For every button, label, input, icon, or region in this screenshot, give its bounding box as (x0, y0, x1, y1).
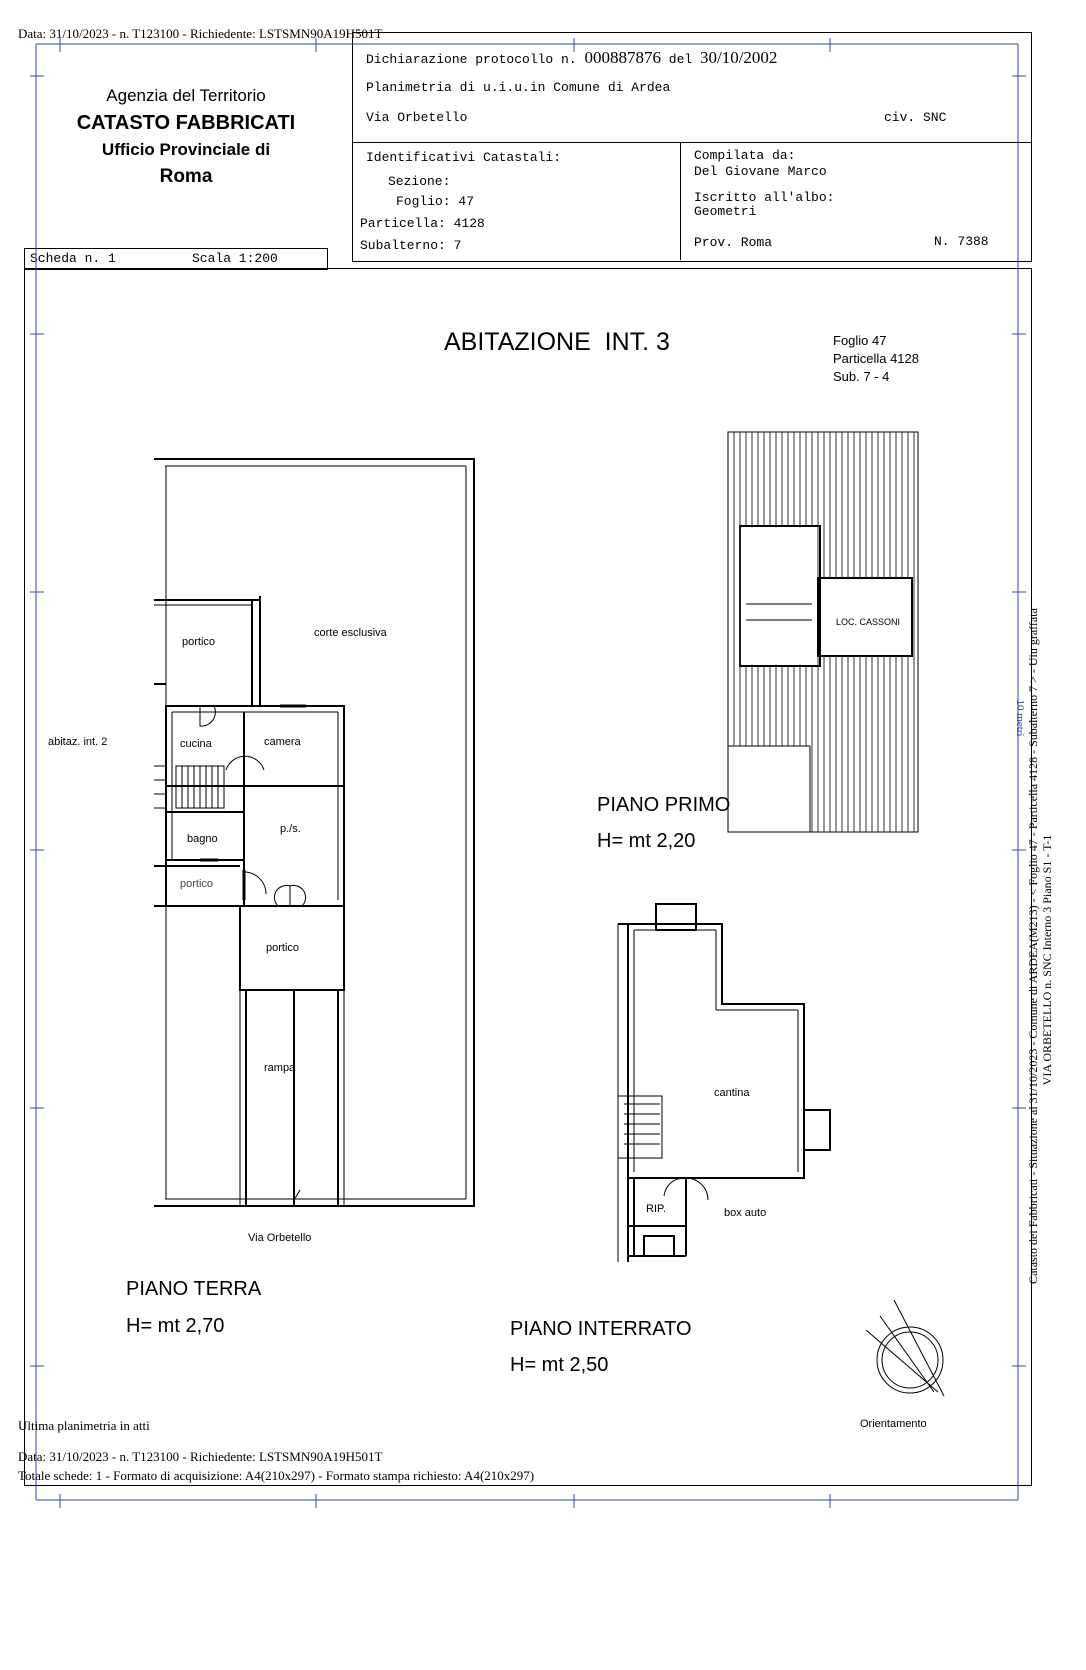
room-ps: p./s. (280, 823, 301, 835)
room-corte: corte esclusiva (314, 627, 387, 639)
planimetria-line: Planimetria di u.i.u.in Comune di Ardea (366, 80, 671, 95)
scheda-number: Scheda n. 1 (30, 251, 116, 266)
room-cantina: cantina (714, 1087, 750, 1099)
piano-interrato-label: PIANO INTERRATO (510, 1318, 692, 1340)
piano-terra-height: H= mt 2,70 (126, 1315, 225, 1337)
room-camera: camera (264, 736, 301, 748)
piano-primo-label: PIANO PRIMO (597, 794, 731, 816)
plan-foglio: Foglio 47 (833, 333, 887, 348)
piano-primo-height: H= mt 2,20 (597, 830, 696, 852)
room-cucina: cucina (180, 738, 212, 750)
compilata-label: Compilata da: (694, 148, 796, 163)
side-address-text: VIA ORBETELLO n. SNC Interno 3 Piano S1 - T-1 (1040, 834, 1054, 1086)
roof-hatch (734, 432, 914, 832)
ident-subalterno: Subalterno: 7 (360, 238, 462, 253)
iscritto-label: Iscritto all'albo: (694, 190, 835, 205)
room-box-auto: box auto (724, 1207, 767, 1219)
office-line3: Ufficio Provinciale di (101, 140, 271, 159)
plan-title: ABITAZIONE INT. 3 (444, 328, 670, 356)
room-bagno: bagno (187, 833, 218, 845)
interrato-doors (624, 1104, 708, 1200)
room-portico-3: portico (266, 942, 300, 954)
compilata-name: Del Giovane Marco (694, 164, 827, 179)
room-loc-cassoni: LOC. CASSONI (836, 617, 901, 627)
dichiarazione-label: Dichiarazione protocollo n. (366, 52, 577, 67)
room-rip: RIP. (646, 1203, 666, 1215)
ident-title: Identificativi Catastali: (366, 150, 562, 165)
street-via-orbetello: Via Orbetello (248, 1232, 312, 1244)
ident-foglio: Foglio: 47 (396, 194, 475, 209)
orientamento-label: Orientamento (860, 1418, 927, 1430)
del-label: del (668, 52, 693, 67)
piano-terra-label: PIANO TERRA (126, 1278, 262, 1300)
albo: Geometri (694, 204, 757, 219)
compass-rose-icon (866, 1300, 944, 1396)
protocollo-number: 000887876 (584, 48, 661, 67)
room-abitaz-int2: abitaz. int. 2 (48, 736, 108, 748)
room-portico-2: portico (180, 878, 214, 890)
via-line: Via Orbetello (366, 110, 468, 125)
footer-ultima: Ultima planimetria in atti (18, 1418, 150, 1433)
plan-particella: Particella 4128 (833, 351, 919, 366)
footer-totale: Totale schede: 1 - Formato di acquisizione: A4(210x297) - Formato stampa richiesto: A4(210x297) (18, 1468, 535, 1483)
footer-data: Data: 31/10/2023 - n. T123100 - Richiedente: LSTSMN90A19H501T (18, 1449, 383, 1464)
scala: Scala 1:200 (192, 251, 278, 266)
scale-bar-label: 10 metri (1014, 699, 1026, 737)
civ-line: civ. SNC (884, 110, 947, 125)
room-rampa: rampa (264, 1062, 296, 1074)
protocollo-date: 30/10/2002 (699, 48, 778, 67)
top-meta: Data: 31/10/2023 - n. T123100 - Richiedente: LSTSMN90A19H501T (18, 26, 383, 41)
room-portico-1: portico (182, 636, 216, 648)
office-line4: Roma (159, 166, 213, 187)
plan-sub: Sub. 7 - 4 (833, 369, 890, 384)
prov: Prov. Roma (694, 235, 773, 250)
albo-number: N. 7388 (934, 234, 989, 249)
office-line2: CATASTO FABBRICATI (76, 112, 296, 134)
piano-interrato-height: H= mt 2,50 (510, 1354, 609, 1376)
plan-ident-block (833, 332, 919, 386)
ident-particella: Particella: 4128 (360, 216, 485, 231)
side-catasto-text: Catasto dei Fabbricati - Situazione al 31/10/2023 - Comune di ARDEA(M213) - < Foglio 47 - Particella 4128 - Subalterno 7 > - Uiu graffata (1026, 608, 1040, 1284)
office-line1: Agenzia del Territorio (106, 86, 266, 105)
ident-sezione: Sezione: (388, 174, 451, 189)
